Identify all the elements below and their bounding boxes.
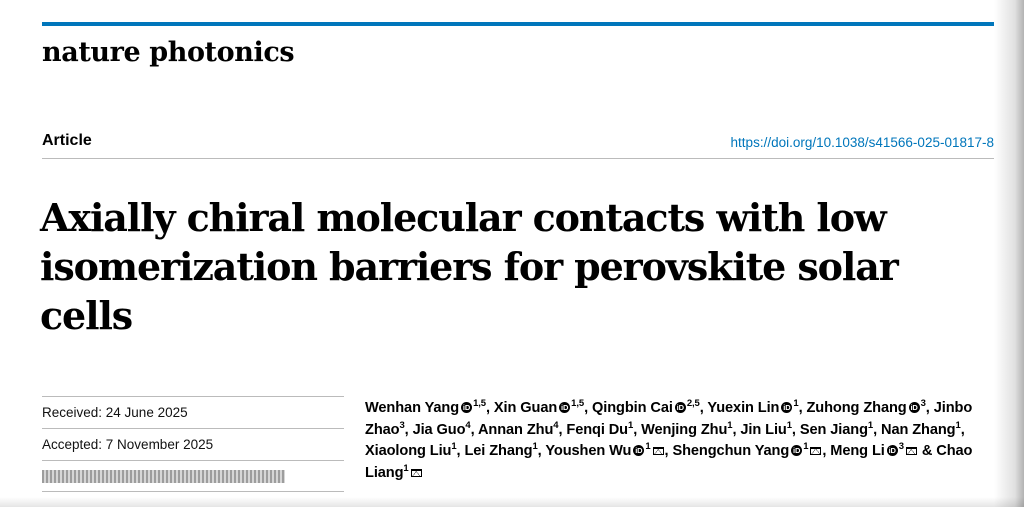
orcid-icon[interactable] bbox=[781, 402, 792, 413]
affiliation-marker: 2,5 bbox=[686, 398, 700, 410]
author-name[interactable]: Xiaolong Liu bbox=[365, 443, 452, 459]
orcid-icon[interactable] bbox=[909, 402, 920, 413]
orcid-icon[interactable] bbox=[675, 402, 686, 413]
received-date: Received: 24 June 2025 bbox=[42, 405, 188, 420]
affiliation-marker: 1 bbox=[451, 441, 457, 453]
author-name[interactable]: Wenjing Zhu bbox=[641, 421, 728, 438]
author-name[interactable]: Annan Zhu bbox=[477, 421, 554, 438]
journal-name: nature photonics bbox=[42, 37, 295, 68]
affiliation-marker: 1 bbox=[645, 441, 651, 453]
author-name[interactable]: Youshen Wu bbox=[545, 443, 632, 459]
publication-dates bbox=[42, 396, 344, 492]
affiliation-marker: 3 bbox=[898, 441, 904, 453]
affiliation-marker: 1 bbox=[786, 419, 792, 431]
affiliation-marker: 1 bbox=[403, 462, 409, 474]
author-name[interactable]: Jia Guo bbox=[412, 421, 466, 438]
affiliation-marker: 1 bbox=[955, 419, 961, 431]
corresponding-author-envelope-icon[interactable] bbox=[411, 469, 422, 477]
author-name[interactable]: Meng Li bbox=[830, 443, 885, 459]
author-name[interactable]: Sen Jiang bbox=[799, 421, 868, 438]
author-name[interactable]: Wenhan Yang bbox=[365, 400, 460, 416]
article-header-row bbox=[42, 132, 994, 158]
meta-divider-3 bbox=[42, 491, 344, 492]
orcid-icon[interactable] bbox=[559, 402, 570, 413]
page-bottom-shadow bbox=[0, 497, 1024, 507]
affiliation-marker: 3 bbox=[399, 419, 405, 431]
affiliation-marker: 1 bbox=[628, 419, 634, 431]
orcid-icon[interactable] bbox=[461, 402, 472, 413]
affiliation-marker: 1 bbox=[803, 441, 809, 453]
author-name[interactable]: Shengchun Yang bbox=[672, 443, 790, 459]
author-name[interactable]: Jinbo Zhao bbox=[365, 400, 973, 438]
author-list: Wenhan Yang iD $^{1,5}$, Xin Guan iD $^{1,5}$, Qingbin Cai iD $^{2,5}$, Yuexin Lin iD $^1$, Zuhong Zhang iD $^3$, Jinbo Zhao$^3$, Jia Guo$^4$, Annan Zhu$^4$, Fenqi Du$^1$, Wenjing Zhu$^1$, Jin Liu$^1$, Sen Jiang$^1$, Nan Zhang$^1$, Xiaolong Liu$^1$, Lei Zhang$^1$, Youshen Wu iD $^1$ , Shengchun Yang iD $^1$ , Meng Li iD $^3$ & Chao Liang$^1$ bbox=[365, 398, 990, 484]
author-name[interactable]: Lei Zhang bbox=[464, 443, 533, 459]
affiliation-marker: 4 bbox=[553, 419, 559, 431]
orcid-icon[interactable] bbox=[791, 445, 802, 456]
author-name[interactable]: Nan Zhang bbox=[881, 421, 956, 438]
article-type-label: Article bbox=[42, 132, 92, 149]
affiliation-marker: 4 bbox=[465, 419, 471, 431]
redacted-meta-line bbox=[42, 470, 285, 483]
affiliation-marker: 1,5 bbox=[473, 398, 486, 410]
top-accent-rule bbox=[42, 22, 994, 26]
author-name[interactable]: Yuexin Lin bbox=[707, 400, 780, 416]
meta-divider-2 bbox=[42, 460, 344, 461]
affiliation-marker: 1,5 bbox=[571, 398, 585, 410]
author-name[interactable]: Fenqi Du bbox=[566, 421, 628, 438]
affiliation-marker: 1 bbox=[867, 419, 874, 431]
page-title: Axially chiral molecular contacts with low isomerization barriers for perovskite solar cells bbox=[40, 195, 898, 339]
affiliation-marker: 1 bbox=[532, 441, 538, 453]
affiliation-marker: 3 bbox=[920, 398, 926, 410]
affiliation-marker: 1 bbox=[793, 398, 799, 410]
affiliation-marker: 1 bbox=[727, 419, 733, 431]
author-name[interactable]: Zuhong Zhang bbox=[806, 400, 907, 416]
corresponding-author-envelope-icon[interactable] bbox=[810, 447, 821, 455]
author-name[interactable]: Jin Liu bbox=[740, 421, 787, 438]
doi-link[interactable]: https://doi.org/10.1038/s41566-025-01817-8 bbox=[730, 135, 994, 150]
accepted-date: Accepted: 7 November 2025 bbox=[42, 437, 214, 452]
orcid-icon[interactable] bbox=[887, 445, 898, 456]
author-name[interactable]: Xin Guan bbox=[493, 400, 558, 416]
corresponding-author-envelope-icon[interactable] bbox=[906, 447, 917, 455]
page-right-shadow bbox=[994, 0, 1024, 507]
orcid-icon[interactable] bbox=[633, 445, 644, 456]
author-name[interactable]: Chao Liang bbox=[365, 443, 973, 481]
header-divider bbox=[42, 158, 994, 159]
corresponding-author-envelope-icon[interactable] bbox=[653, 447, 664, 455]
author-name[interactable]: Qingbin Cai bbox=[592, 400, 673, 416]
